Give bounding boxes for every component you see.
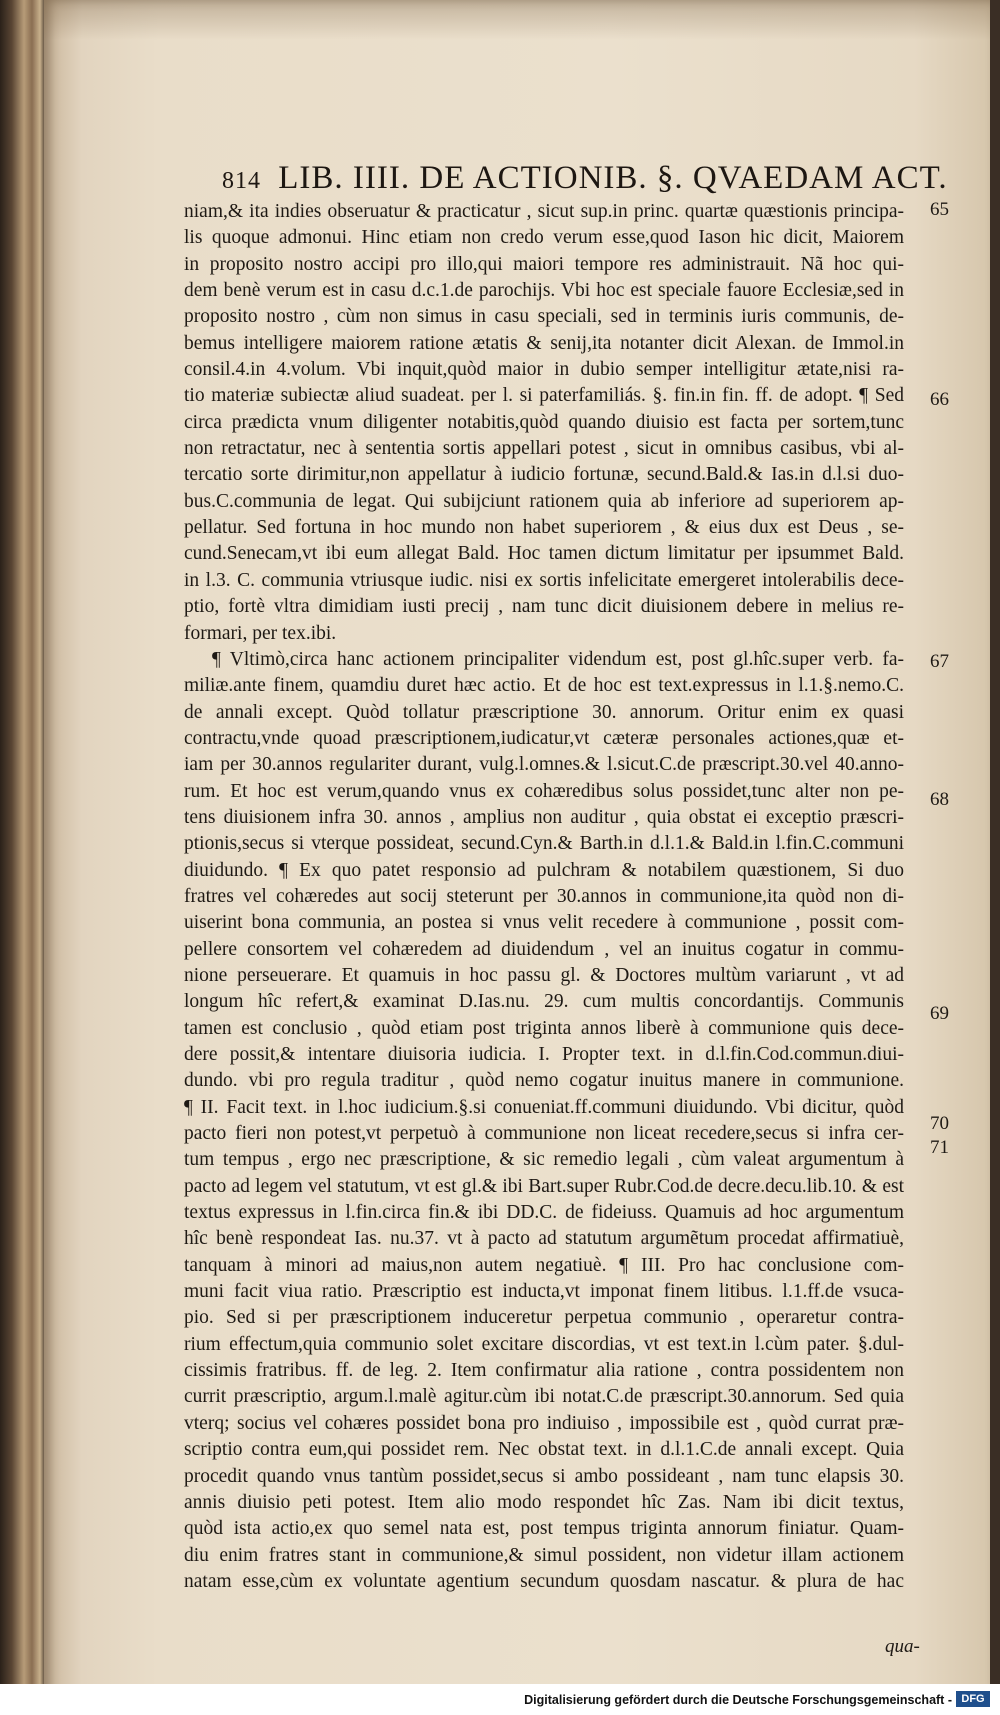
text-line: ptio, fortè vltra dimidiam iusti precij , nam tunc dicit diuisionem debere in melius re-	[184, 596, 904, 618]
digitization-footer	[0, 1684, 1000, 1715]
catchword: qua-	[885, 1636, 920, 1657]
text-line: tercatio sorte dirimitur,non appellatur à iudicio fortunæ, secund.Bald.& Ias.in d.l.si duo-	[184, 464, 904, 486]
text-line: muni facit viua ratio. Præscriptio est inducta,vt imponat finem litibus. l.1.ff.de vsuca-	[184, 1281, 904, 1303]
text-line: pellere consortem vel cohæredem ad diuidendum , vel an inuitus cogatur in commu-	[184, 938, 904, 960]
text-line: dere possit,& intentare diuisoria iudicia. I. Propter text. in d.l.fin.Cod.commun.diui-	[184, 1044, 904, 1065]
text-line: ¶ Vltimò,circa hanc actionem principaliter videndum est, post gl.hîc.super verb. fa-	[212, 648, 904, 670]
text-line: pellatur. Sed fortuna in hoc mundo non habet superiorem , & eius dux est Deus , se-	[184, 517, 904, 539]
margin-number: 66	[930, 389, 949, 410]
text-line: proposito nostro , cùm non simus in casu speciali, sed in terminis iuris communis, de-	[184, 306, 904, 328]
text-line: scriptio contra eum,qui possidet rem. Nec obstat text. in d.l.1.C.de annali except. Quia	[184, 1439, 904, 1461]
dfg-logo: DFG	[956, 1691, 990, 1707]
text-line: pacto ad legem vel statutum, vt est gl.& ibi Bart.super Rubr.Cod.de decre.decu.lib.10. & est	[184, 1175, 904, 1197]
margin-number: 65	[930, 199, 949, 220]
text-line: in l.3. C. communia vtriusque iudic. nisi ex sortis infelicitate emergeret intolerabilis dece-	[184, 569, 904, 591]
text-line: currit præscriptio, argum.l.malè agitur.cùm ibi notat.C.de præscript.30.annorum. Sed quia	[184, 1386, 904, 1408]
text-line: diu enim fratres stant in communione,& simul possident, non videtur illam actionem	[184, 1544, 904, 1566]
text-line: cund.Senecam,vt ibi eum allegat Bald. Hoc tamen dictum limitatur per ipsummet Bald.	[184, 543, 904, 565]
text-line: cissimis fratribus. ff. de leg. 2. Item confirmatur alia ratione , contra possidentem non	[184, 1360, 904, 1382]
margin-number: 68	[930, 789, 949, 810]
text-line: ptionis,secus si vterque possideat, secund.Cyn.& Barth.in d.l.1.& Bald.in l.fin.C.communi	[184, 833, 904, 855]
text-line: rium effectum,quia communio solet excitare discordias, vt est text.in l.cùm pater. §.dul-	[184, 1333, 904, 1355]
text-line: annis diuisio peti potest. Item alio modo respondet hîc Zas. Nam ibi dicit textus,	[184, 1491, 904, 1513]
text-line: circa prædicta vnum diligenter notabitis,quòd quando diuisio est facta per sortem,tunc	[184, 411, 904, 433]
text-line: vterq; socius vel cohæres possidet bona pro indiuiso , impossibile est , quòd currat præ-	[184, 1412, 904, 1434]
text-line: procedit quando vnus tantùm possidet,secus si ambo possideant , nam tunc elapsis 30.	[184, 1465, 904, 1487]
text-line: non retractatur, nec à sententia sortis appellari potest , sicut in omnibus casibus, vbi al-	[184, 438, 904, 460]
text-line: ¶ II. Facit text. in l.hoc iudicium.§.si conueniat.ff.communi diuidundo. Vbi dicitur, quòd	[184, 1096, 904, 1118]
text-line: hîc benè respondeat Ias. nu.37. vt à pacto ad statutum argumẽtum procedat affirmatiuè,	[184, 1228, 904, 1250]
text-line: bus.C.communia de legat. Qui subijciunt rationem quia ab inferiore ad superiorem ap-	[184, 490, 904, 512]
text-line: rum. Et hoc est verum,quando vnus ex cohæredibus solus possidet,tunc alter non pe-	[184, 780, 904, 802]
text-line: bemus intelligere maiorem ratione ætatis & senij,ita notanter dicit Alexan. de Immol.in	[184, 332, 904, 354]
margin-number: 71	[930, 1137, 949, 1158]
text-line: natam esse,cùm ex voluntate agentium secundum quosdam nascatur. & plura de hac	[184, 1570, 904, 1592]
text-line: tanquam à minori ad maius,non autem negatiuè. ¶ III. Pro hac conclusione com-	[184, 1254, 904, 1276]
text-line: tum tempus , ergo nec præscriptione, & sic remedio legali , cùm valeat argumentum à	[184, 1149, 904, 1171]
text-line: tamen est conclusio , quòd etiam post triginta annos liberè à communione quis dece-	[184, 1017, 904, 1039]
text-line: iam per 30.annos regulariter durant, vulg.l.omnes.& l.sicut.C.de præscript.30.vel 40.anno-	[184, 754, 904, 776]
text-line: diuidundo. ¶ Ex quo patet responsio ad pulchram & notabilem quæstionem, Si duo	[184, 859, 904, 881]
text-line: miliæ.ante finem, quamdiu duret hæc actio. Et de hoc est text.expressus in l.1.§.nemo.C.	[184, 675, 904, 697]
text-line: consil.4.in 4.volum. Vbi inquit,quòd maior in dubio semper intelligitur ætate,nisi ra-	[184, 359, 904, 381]
running-header	[222, 160, 982, 194]
text-line: textus expressus in l.fin.circa fin.& ibi DD.C. de fideiuss. Quamuis ad hoc argumentum	[184, 1202, 904, 1224]
text-line: dem benè verum est in casu d.c.1.de parochijs. Vbi hoc est speciale fauore Ecclesiæ,sed in	[184, 280, 904, 302]
text-line: tio materiæ subiectæ aliud suadeat. per l. si paterfamiliás. §. fin.in fin. ff. de adopt. ¶ Sed	[184, 385, 904, 407]
footer-credit: Digitalisierung gefördert durch die Deutsche Forschungsgemeinschaft -	[524, 1693, 952, 1707]
text-line: pacto fieri non potest,vt perpetuò à communione non liceat recedere,secus si infra cer-	[184, 1123, 904, 1145]
text-line: niam,& ita indies obseruatur & practicatur , sicut sup.in princ. quartæ quæstionis principa-	[184, 201, 904, 222]
text-line: in proposito nostro accipi pro illo,qui maiori tempore res administrauit. Nã hoc qui-	[184, 253, 904, 275]
text-line: de annali except. Quòd tollatur præscriptione 30. annorum. Oritur enim ex quasi	[184, 701, 904, 723]
text-line: longum hîc refert,& examinat D.Ias.nu. 29. cum multis concordantijs. Communis	[184, 991, 904, 1013]
text-line: fratres vel cohæredes aut socij steterunt per 30.annos in communione,ita quòd non di-	[184, 885, 904, 907]
page-number: 814	[222, 168, 261, 194]
text-line: quòd ista actio,ex quo semel nata est, post tempus triginta annorum finiatur. Quam-	[184, 1518, 904, 1540]
text-line: tens diuisionem infra 30. annos , amplius non auditur , quia obstat ei exceptio præscri-	[184, 806, 904, 828]
text-line: nione perseuerare. Et quamuis in hoc passu gl. & Doctores multùm variarunt , vt ad	[184, 964, 904, 986]
margin-number: 69	[930, 1003, 949, 1024]
text-line: dundo. vbi pro regula traditur , quòd nemo cogatur inuitus manere in communione.	[184, 1070, 904, 1092]
margin-number: 67	[930, 651, 949, 672]
text-line: lis quoque admonui. Hinc etiam non credo verum esse,quod Iason hic dicit, Maiorem	[184, 227, 904, 249]
text-line: pio. Sed si per præscriptionem induceretur perpetua communio , operaretur contra-	[184, 1307, 904, 1329]
text-line: formari, per tex.ibi.	[184, 622, 337, 644]
running-title: LIB. IIII. DE ACTIONIB. §. QVAEDAM ACT.	[278, 160, 948, 196]
body-text	[184, 199, 904, 1595]
margin-number: 70	[930, 1113, 949, 1134]
text-line: contractu,vnde quoad præscriptionem,iudicatur,vt cæteræ personales actiones,quæ et-	[184, 727, 904, 749]
text-line: uiserint bona communia, an postea si vnus velit recedere à communione , possit com-	[184, 912, 904, 934]
